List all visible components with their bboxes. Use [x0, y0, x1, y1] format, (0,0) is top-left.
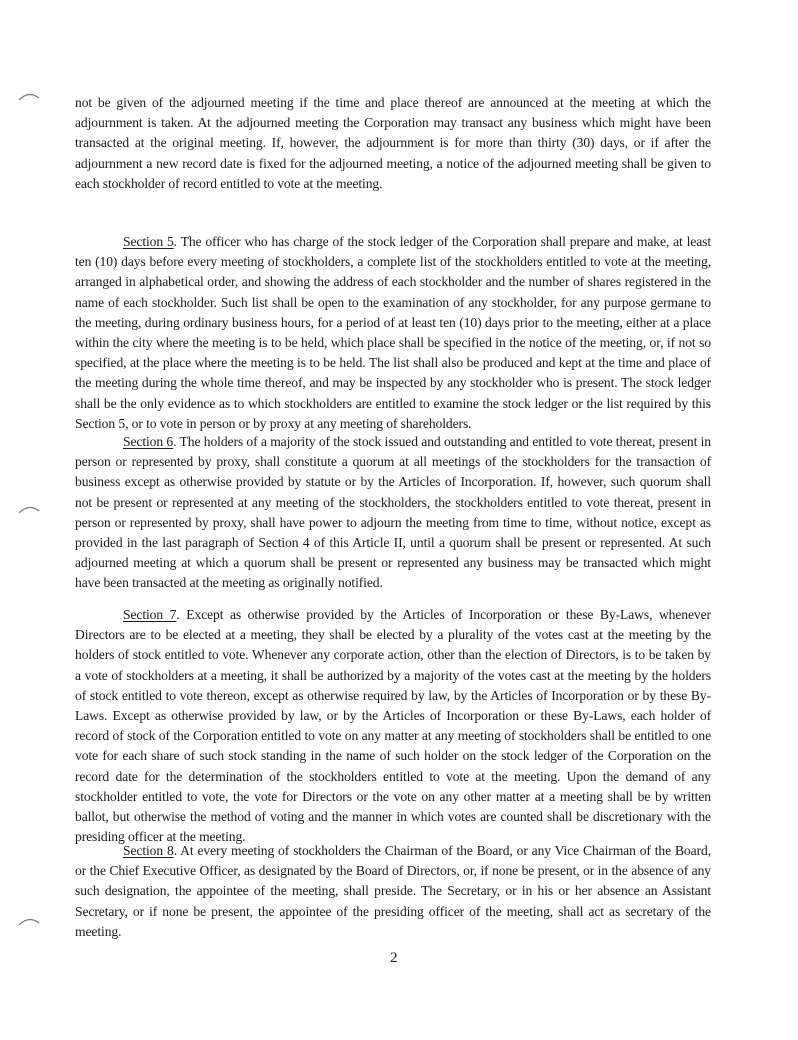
- paragraph-section-5: [75, 232, 711, 434]
- paragraph-section-6: [75, 432, 711, 594]
- section-6-heading: Section 6: [123, 434, 174, 449]
- paragraph-text: not be given of the adjourned meeting if the time and place thereof are announced at the meeting at which the adjournment is taken. At the adjourned meeting the Corporation may transact any business which might have been transacted at the original meeting. If, however, the adjournment is for more than thirty (30) days, or if after the adjournment a new record date is fixed for the adjourned meeting, a notice of the adjourned meeting shall be given to each stockholder of record entitled to vote at the meeting.: [75, 95, 711, 191]
- page-number: 2: [390, 950, 398, 966]
- paragraph-section-8: [75, 841, 711, 942]
- hole-punch-mark-icon: [18, 90, 40, 102]
- paragraph-section-7: [75, 605, 711, 847]
- paragraph-text: . The holders of a majority of the stock issued and outstanding and entitled to vote thereat, present in person or represented by proxy, shall constitute a quorum at all meetings of the stockholders for the transaction of business except as otherwise provided by statute or by the Articles of Incorporation. If, however, such quorum shall not be present or represented at any meeting of the stockholders, the stockholders entitled to vote thereat, present in person or represented by proxy, shall have power to adjourn the meeting from time to time, without notice, except as provided in the last paragraph of Section 4 of this Article II, until a quorum shall be present or represented. At such adjourned meeting at which a quorum shall be present or represented any business may be transacted which might have been transacted at the meeting as originally notified.: [75, 434, 711, 591]
- section-7-heading: Section 7: [123, 607, 177, 622]
- section-8-heading: Section 8: [123, 843, 174, 858]
- paragraph-continuation: [75, 93, 711, 194]
- paragraph-text: . At every meeting of stockholders the Chairman of the Board, or any Vice Chairman of the Board, or the Chief Executive Officer, as designated by the Board of Directors, or, if none be present, or in the absence of any such designation, the appointee of the meeting, shall preside. The Secretary, or in his or her absence an Assistant Secretary, or if none be present, the appointee of the presiding officer of the meeting, shall act as secretary of the meeting.: [75, 843, 711, 939]
- hole-punch-mark-icon: [18, 915, 40, 927]
- hole-punch-mark-icon: [18, 503, 40, 515]
- section-5-heading: Section 5: [123, 234, 174, 249]
- paragraph-text: . Except as otherwise provided by the Articles of Incorporation or these By-Laws, whenever Directors are to be elected at a meeting, they shall be elected by a plurality of the votes cast at the meeting by the holders of stock entitled to vote. Whenever any corporate action, other than the election of Directors, is to be taken by a vote of stockholders at a meeting, it shall be authorized by a majority of the votes cast at the meeting by the holders of stock entitled to vote thereon, except as otherwise required by law, by the Articles of Incorporation or by these By-Laws. Except as otherwise provided by law, or by the Articles of Incorporation or these By-Laws, each holder of record of stock of the Corporation entitled to vote on any matter at any meeting of stockholders shall be entitled to one vote for each share of such stock standing in the name of such holder on the stock ledger of the Corporation on the record date for the determination of the stockholders entitled to vote at the meeting. Upon the demand of any stockholder entitled to vote, the vote for Directors or the vote on any other matter at a meeting shall be by written ballot, but otherwise the method of voting and the manner in which votes are counted shall be discretionary with the presiding officer at the meeting.: [75, 607, 711, 845]
- paragraph-text: . The officer who has charge of the stock ledger of the Corporation shall prepare and make, at least ten (10) days before every meeting of stockholders, a complete list of the stockholders entitled to vote at the meeting, arranged in alphabetical order, and showing the address of each stockholder and the number of shares registered in the name of each stockholder. Such list shall be open to the examination of any stockholder, for any purpose germane to the meeting, during ordinary business hours, for a period of at least ten (10) days prior to the meeting, either at a place within the city where the meeting is to be held, which place shall be specified in the notice of the meeting, or, if not so specified, at the place where the meeting is to be held. The list shall also be produced and kept at the time and place of the meeting during the whole time thereof, and may be inspected by any stockholder who is present. The stock ledger shall be the only evidence as to which stockholders are entitled to examine the stock ledger or the list required by this Section 5, or to vote in person or by proxy at any meeting of shareholders.: [75, 234, 712, 431]
